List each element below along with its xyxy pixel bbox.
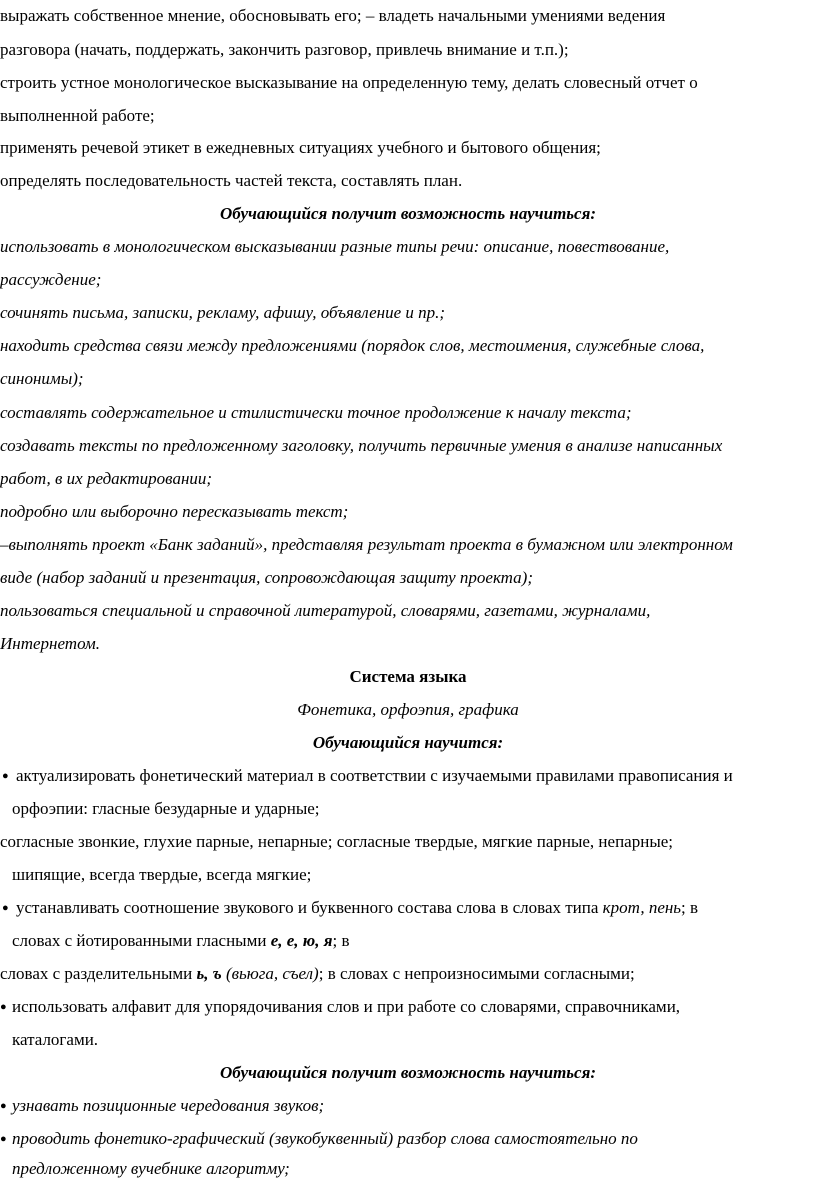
text-line: предложенному вучебнике алгоритму; xyxy=(12,1159,290,1178)
text-line: –выполнять проект «Банк заданий», представляя результат проекта в бумажном или электронном xyxy=(0,535,733,554)
text-line: виде (набор заданий и презентация, сопровождающая защиту проекта); xyxy=(0,568,533,587)
text-line: подробно или выборочно пересказывать текст; xyxy=(0,502,349,521)
text-run: устанавливать соотношение звукового и буквенного состава слова в словах типа xyxy=(16,898,603,917)
list-item: использовать алфавит для упорядочивания слов и при работе со словарями, справочниками, xyxy=(12,997,681,1016)
text-line: Интернетом. xyxy=(0,634,101,653)
text-line: синонимы); xyxy=(0,369,84,388)
list-item: проводить фонетико-графический (звукобуквенный) разбор слова самостоятельно по xyxy=(12,1129,638,1148)
section-title: Система языка xyxy=(349,667,467,686)
text-line: определять последовательность частей текста, составлять план. xyxy=(0,171,463,190)
text-line: выполненной работе; xyxy=(0,106,155,125)
text-line: применять речевой этикет в ежедневных ситуациях учебного и бытового общения; xyxy=(0,138,601,157)
text-line: составлять содержательное и стилистически точное продолжение к началу текста; xyxy=(0,403,632,422)
heading-opportunity: Обучающийся получит возможность научиться: xyxy=(219,1063,597,1082)
example-letters: е, е, ю, я xyxy=(270,931,333,950)
text-line: рассуждение; xyxy=(0,270,102,289)
text-line: разговора (начать, поддержать, закончить разговор, привлечь внимание и т.п.); xyxy=(0,40,569,59)
text-line: шипящие, всегда твердые, всегда мягкие; xyxy=(12,865,312,884)
text-line: использовать в монологическом высказывании разные типы речи: описание, повествование, xyxy=(0,237,670,256)
text-line: строить устное монологическое высказывание на определенную тему, делать словесный отчет о xyxy=(0,73,698,92)
text-line: выражать собственное мнение, обосновывать его; – владеть начальными умениями ведения xyxy=(0,6,666,25)
text-run: словах с разделительными xyxy=(0,964,197,983)
example-words: (вьюга, съел) xyxy=(221,964,319,983)
text-line: согласные звонкие, глухие парные, непарные; согласные твердые, мягкие парные, непарные; xyxy=(0,832,674,851)
text-line: каталогами. xyxy=(12,1030,99,1049)
bullet-icon: ● xyxy=(0,1100,7,1112)
bullet-icon: ● xyxy=(2,770,9,782)
example-words: крот, пень xyxy=(602,898,682,917)
heading-learn: Обучающийся научится: xyxy=(312,733,504,752)
example-letters: ь, ъ xyxy=(196,964,222,983)
text-run: ; в xyxy=(332,931,350,950)
text-line: пользоваться специальной и справочной литературой, словарями, газетами, журналами, xyxy=(0,601,651,620)
list-item: актуализировать фонетический материал в соответствии с изучаемыми правилами правописания и xyxy=(16,766,733,785)
text-line: создавать тексты по предложенному заголовку, получить первичные умения в анализе написанных xyxy=(0,436,723,455)
subsection-title: Фонетика, орфоэпия, графика xyxy=(297,700,519,719)
bullet-icon: ● xyxy=(0,1133,7,1145)
text-line: сочинять письма, записки, рекламу, афишу, объявление и пр.; xyxy=(0,303,446,322)
text-line: работ, в их редактировании; xyxy=(0,469,213,488)
bullet-icon: ● xyxy=(0,1001,7,1013)
list-item xyxy=(16,898,698,918)
text-line xyxy=(12,931,349,951)
text-line: орфоэпии: гласные безударные и ударные; xyxy=(12,799,320,818)
heading-opportunity: Обучающийся получит возможность научиться: xyxy=(219,204,597,223)
bullet-icon: ● xyxy=(2,902,9,914)
text-run: словах с йотированными гласными xyxy=(12,931,271,950)
list-item: узнавать позиционные чередования звуков; xyxy=(12,1096,325,1115)
text-line xyxy=(0,964,635,984)
text-line: находить средства связи между предложениями (порядок слов, местоимения, служебные слова, xyxy=(0,336,705,355)
text-run: ; в xyxy=(681,898,699,917)
text-run: ; в словах с непроизносимыми согласными; xyxy=(318,964,635,983)
